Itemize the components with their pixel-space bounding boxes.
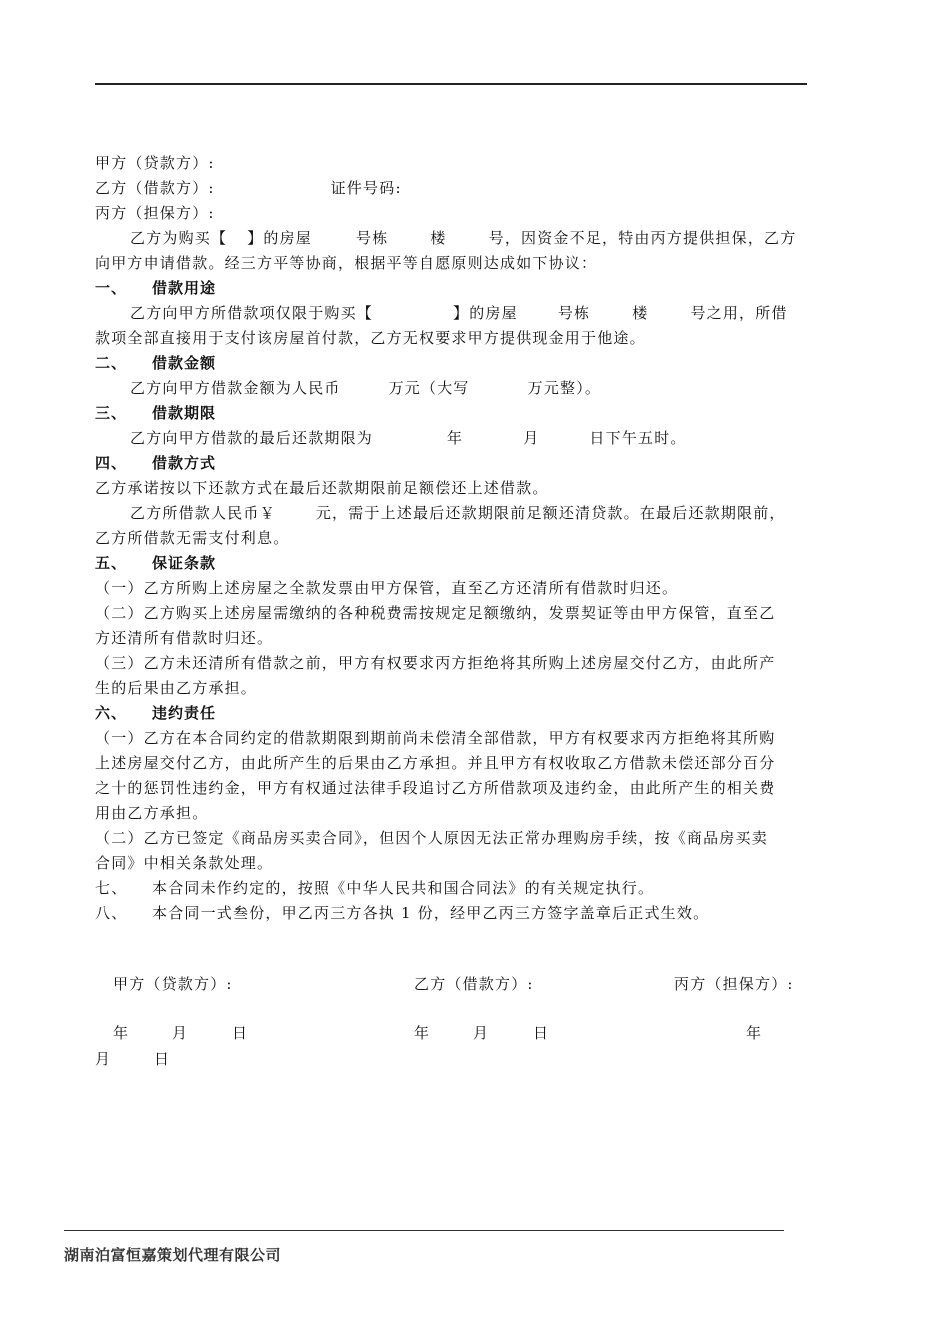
party-lender: 甲方（贷款方）: <box>95 154 215 172</box>
signature-guarantor: 丙方（担保方）: <box>674 975 794 993</box>
date-borrower-month: 月 <box>473 1024 490 1042</box>
purpose-line-1 <box>95 301 815 326</box>
borrower-label: 乙方（借款方）: <box>95 179 215 197</box>
date-guarantor-year: 年 <box>746 1024 763 1042</box>
clause-text: 本合同一式叁份，甲乙丙三方各执 1 份，经甲乙丙三方签字盖章后正式生效。 <box>152 904 710 922</box>
term-text: 乙方向甲方借款的最后还款期限为 <box>130 429 374 447</box>
term-line <box>95 426 815 451</box>
guarantee-item-2-line-1: （二）乙方购买上述房屋需缴纳的各种税费需按规定足额缴纳，发票契证等由甲方保管，直至乙 <box>95 604 776 622</box>
amount-text: 万元（大写 <box>388 379 470 397</box>
date-lender-day: 日 <box>232 1024 249 1042</box>
amount-line <box>95 376 815 401</box>
breach-item-1-line-4: 用由乙方承担。 <box>95 804 209 822</box>
section-title: 借款方式 <box>152 454 217 472</box>
section-title: 违约责任 <box>152 704 217 722</box>
intro-text: 号，因资金不足，特由丙方提供担保，乙方 <box>488 229 797 247</box>
method-line-1: 乙方承诺按以下还款方式在最后还款期限前足额偿还上述借款。 <box>95 479 549 497</box>
section-number: 四、 <box>95 454 128 472</box>
term-text: 月 <box>523 429 540 447</box>
section-heading-amount <box>95 351 815 376</box>
date-lender-month: 月 <box>172 1024 189 1042</box>
guarantee-item-1: （一）乙方所购上述房屋之全款发票由甲方保管，直至乙方还清所有借款时归还。 <box>95 579 679 597</box>
method-text: 乙方所借款人民币￥ <box>130 504 276 522</box>
method-line-2 <box>95 501 815 526</box>
id-number-label: 证件号码: <box>330 179 402 197</box>
guarantee-item-3-line-2: 生的后果由乙方承担。 <box>95 679 258 697</box>
clause-8 <box>95 901 815 926</box>
guarantee-item-3-line-1: （三）乙方未还清所有借款之前，甲方有权要求丙方拒绝将其所购上述房屋交付乙方，由此所产 <box>95 654 776 672</box>
date-borrower-year: 年 <box>414 1024 431 1042</box>
section-heading-term <box>95 401 815 426</box>
intro-text: 号栋 <box>356 229 389 247</box>
purpose-text: 号栋 <box>557 304 591 322</box>
intro-text: 乙方为购买【 <box>130 229 228 247</box>
section-title: 保证条款 <box>152 554 217 572</box>
intro-line-2: 向甲方申请借款。经三方平等协商，根据平等自愿原则达成如下协议： <box>95 254 598 272</box>
breach-item-1-line-1: （一）乙方在本合同约定的借款期限到期前尚未偿清全部借款，甲方有权要求丙方拒绝将其所购 <box>95 729 776 747</box>
breach-item-1-line-3: 之十的惩罚性违约金，甲方有权通过法律手段追讨乙方所借款项及违约金，由此所产生的相关费 <box>95 779 776 797</box>
date-borrower-day: 日 <box>533 1024 550 1042</box>
footer-company-name: 湖南泊富恒嘉策划代理有限公司 <box>64 1246 282 1264</box>
contract-body <box>95 151 815 926</box>
method-line-3: 乙方所借款无需支付利息。 <box>95 529 290 547</box>
section-heading-purpose <box>95 276 815 301</box>
method-text: 元，需于上述最后还款期限前足额还清贷款。在最后还款期限前， <box>315 504 786 522</box>
intro-line-1 <box>95 226 815 251</box>
section-title: 借款用途 <box>152 279 217 297</box>
breach-item-2-line-2: 合同》中相关条款处理。 <box>95 854 274 872</box>
section-number: 五、 <box>95 554 128 572</box>
section-title: 借款金额 <box>152 354 217 372</box>
clause-number: 八、 <box>95 904 128 922</box>
clause-text: 本合同未作约定的，按照《中华人民共和国合同法》的有关规定执行。 <box>152 879 655 897</box>
date-guarantor-day: 日 <box>154 1050 171 1068</box>
section-number: 三、 <box>95 404 128 422</box>
footer-rule <box>64 1230 784 1231</box>
section-heading-guarantee <box>95 551 815 576</box>
purpose-text: 】的房屋 <box>453 304 518 322</box>
section-number: 一、 <box>95 279 128 297</box>
section-number: 二、 <box>95 354 128 372</box>
section-title: 借款期限 <box>152 404 217 422</box>
header-rule <box>95 83 807 85</box>
intro-text: 楼 <box>430 229 447 247</box>
section-heading-breach <box>95 701 815 726</box>
party-borrower <box>95 176 815 201</box>
guarantee-item-2-line-2: 方还清所有借款时归还。 <box>95 629 274 647</box>
breach-item-1-line-2: 上述房屋交付乙方，由此所产生的后果由乙方承担。并且甲方有权收取乙方借款未偿还部分百分 <box>95 754 776 772</box>
amount-text: 乙方向甲方借款金额为人民币 <box>130 379 341 397</box>
breach-item-2-line-1: （二）乙方已签定《商品房买卖合同》，但因个人原因无法正常办理购房手续，按《商品房买卖 <box>95 829 768 847</box>
date-lender-year: 年 <box>113 1024 130 1042</box>
intro-text: 】的房屋 <box>247 229 313 247</box>
term-text: 年 <box>447 429 464 447</box>
clause-7 <box>95 876 815 901</box>
purpose-text: 号之用，所借 <box>690 304 788 322</box>
clause-number: 七、 <box>95 879 128 897</box>
section-heading-method <box>95 451 815 476</box>
amount-text: 万元整）。 <box>527 379 602 397</box>
party-guarantor: 丙方（担保方）: <box>95 204 215 222</box>
signature-borrower: 乙方（借款方）: <box>414 975 534 993</box>
purpose-text: 乙方向甲方所借款项仅限于购买【 <box>130 304 374 322</box>
signature-lender: 甲方（贷款方）: <box>113 975 233 993</box>
purpose-line-2: 款项全部直接用于支付该房屋首付款，乙方无权要求甲方提供现金用于他途。 <box>95 329 646 347</box>
date-guarantor-month: 月 <box>95 1050 112 1068</box>
purpose-text: 楼 <box>632 304 649 322</box>
term-text: 日下午五时。 <box>589 429 687 447</box>
section-number: 六、 <box>95 704 128 722</box>
